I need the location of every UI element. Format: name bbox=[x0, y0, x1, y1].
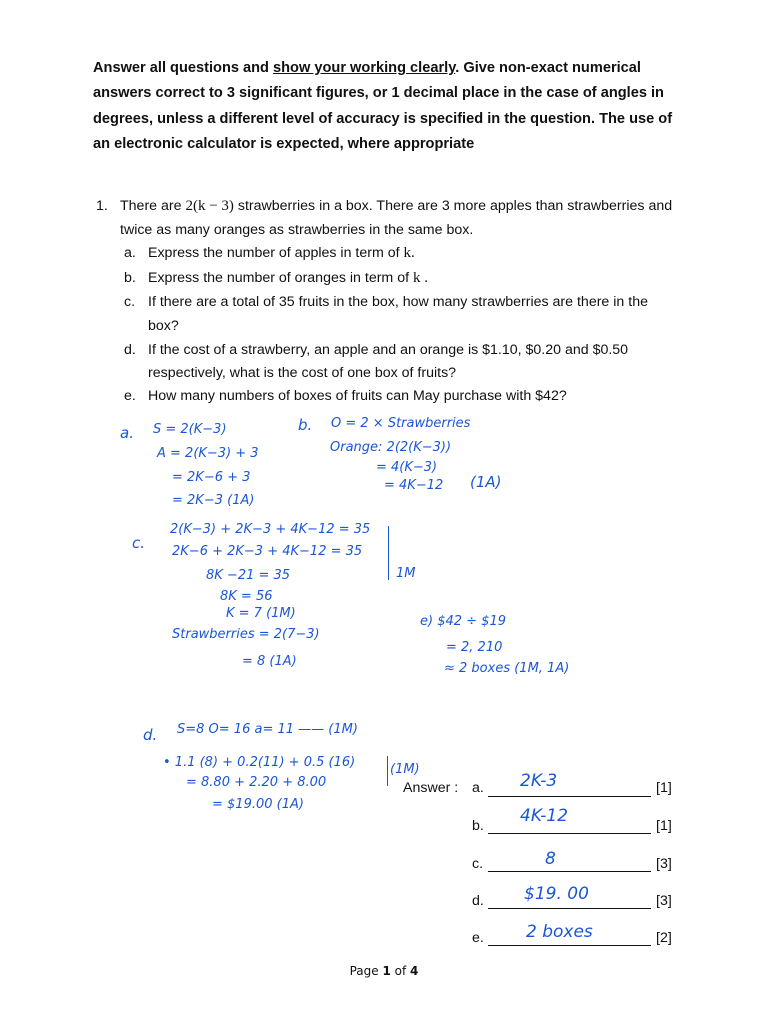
instructions bbox=[93, 56, 673, 157]
answer-b-line bbox=[488, 832, 651, 834]
working-d-line: = 8.80 + 2.20 + 8.00 bbox=[186, 775, 327, 790]
answer-a-part: a. bbox=[472, 780, 484, 796]
answer-d-part: d. bbox=[472, 893, 484, 909]
answer-c-marks: [3] bbox=[656, 856, 672, 872]
answer-b-marks: [1] bbox=[656, 818, 672, 834]
answer-c-part: c. bbox=[472, 856, 484, 872]
answer-c-value: 8 bbox=[545, 849, 556, 869]
working-c-line: 2(K−3) + 2K−3 + 4K−12 = 35 bbox=[170, 522, 371, 537]
working-c-line: 8K = 56 bbox=[220, 589, 273, 604]
page-number: 1 bbox=[382, 964, 391, 978]
answer-e-value: 2 boxes bbox=[526, 922, 593, 942]
working-c-mark: 1M bbox=[396, 566, 416, 581]
question-number: 1. bbox=[96, 198, 108, 214]
working-a-label: a. bbox=[120, 424, 134, 442]
working-a-line: = 2K−6 + 3 bbox=[172, 470, 251, 485]
working-d-mark: (1M) bbox=[390, 762, 420, 777]
working-b-line: = 4(K−3) bbox=[376, 460, 438, 475]
working-c-line: = 8 (1A) bbox=[242, 654, 297, 669]
answer-a-marks: [1] bbox=[656, 780, 672, 796]
answer-c-line bbox=[488, 870, 651, 872]
answer-a-value: 2K-3 bbox=[520, 771, 558, 791]
part-a-label: a. bbox=[124, 245, 136, 261]
answer-d-line bbox=[488, 907, 651, 909]
working-d-line: S=8 O= 16 a= 11 —— (1M) bbox=[177, 722, 358, 737]
question-line-1: There are 2(k − 3) strawberries in a box. There are 3 more apples than strawberries and bbox=[120, 198, 673, 214]
answer-e-marks: [2] bbox=[656, 930, 672, 946]
part-d-label: d. bbox=[124, 342, 136, 358]
working-a-line: A = 2(K−3) + 3 bbox=[157, 446, 259, 461]
working-a-line: S = 2(K−3) bbox=[153, 422, 227, 437]
working-d-label: d. bbox=[143, 726, 158, 744]
part-d-text-cont: respectively, what is the cost of one box of fruits? bbox=[148, 365, 457, 381]
part-c-text-cont: box? bbox=[148, 318, 179, 334]
working-e-line: e) $42 ÷ $19 bbox=[420, 614, 506, 629]
working-d-bracket bbox=[382, 756, 388, 786]
working-a-line: = 2K−3 (1A) bbox=[172, 493, 255, 508]
instructions-text: Answer all questions and bbox=[93, 60, 274, 76]
working-b-line: Orange: 2(2(K−3)) bbox=[330, 440, 452, 455]
answer-b-value: 4K-12 bbox=[520, 806, 569, 826]
part-d-text: If the cost of a strawberry, an apple and an orange is $1.10, $0.20 and $0.50 bbox=[148, 342, 629, 358]
part-c-label: c. bbox=[124, 294, 136, 310]
answer-label: Answer : bbox=[403, 780, 459, 796]
working-c-label: c. bbox=[132, 534, 146, 552]
working-d-line: = $19.00 (1A) bbox=[212, 797, 304, 812]
page-footer: Page 1 of 4 bbox=[349, 964, 419, 978]
part-b-label: b. bbox=[124, 270, 136, 286]
expression: 2(k − 3) bbox=[185, 198, 234, 214]
working-b-label: b. bbox=[298, 416, 313, 434]
page-total: 4 bbox=[410, 964, 419, 978]
answer-d-marks: [3] bbox=[656, 893, 672, 909]
working-c-line: 2K−6 + 2K−3 + 4K−12 = 35 bbox=[172, 544, 363, 559]
answer-e-part: e. bbox=[472, 930, 484, 946]
part-a-text: Express the number of apples in term of k. bbox=[148, 245, 415, 261]
working-c-line: Strawberries = 2(7−3) bbox=[172, 627, 320, 642]
working-c-bracket bbox=[382, 526, 389, 580]
answer-e-line bbox=[488, 944, 651, 946]
working-e-line: = 2, 210 bbox=[446, 640, 503, 655]
working-b-mark: (1A) bbox=[470, 473, 502, 491]
question-line-2: twice as many oranges as strawberries in the same box. bbox=[120, 222, 474, 238]
answer-b-part: b. bbox=[472, 818, 484, 834]
instructions-underlined: show your working clearly bbox=[273, 60, 456, 76]
working-b-line: = 4K−12 bbox=[384, 478, 444, 493]
part-e-text: How many numbers of boxes of fruits can May purchase with $42? bbox=[148, 388, 567, 404]
working-b-line: O = 2 × Strawberries bbox=[331, 416, 471, 431]
part-e-label: e. bbox=[124, 388, 136, 404]
working-c-line: 8K −21 = 35 bbox=[206, 568, 291, 583]
working-d-line: • 1.1 (8) + 0.2(11) + 0.5 (16) bbox=[163, 755, 356, 770]
answer-a-line bbox=[488, 795, 651, 797]
working-c-line: K = 7 (1M) bbox=[226, 606, 296, 621]
instructions-text-cont: . Give non-exact numerical answers correct to 3 significant figures, or 1 decimal place in the case of angles in degrees, unless a different level of accuracy is specified in the question. The use of an electronic calculator is expected, where appropriate bbox=[93, 60, 673, 152]
part-c-text: If there are a total of 35 fruits in the box, how many strawberries are there in the bbox=[148, 294, 648, 310]
answer-d-value: $19. 00 bbox=[524, 884, 589, 904]
working-e-line: ≈ 2 boxes (1M, 1A) bbox=[444, 661, 570, 676]
part-b-text: Express the number of oranges in term of k . bbox=[148, 270, 428, 286]
